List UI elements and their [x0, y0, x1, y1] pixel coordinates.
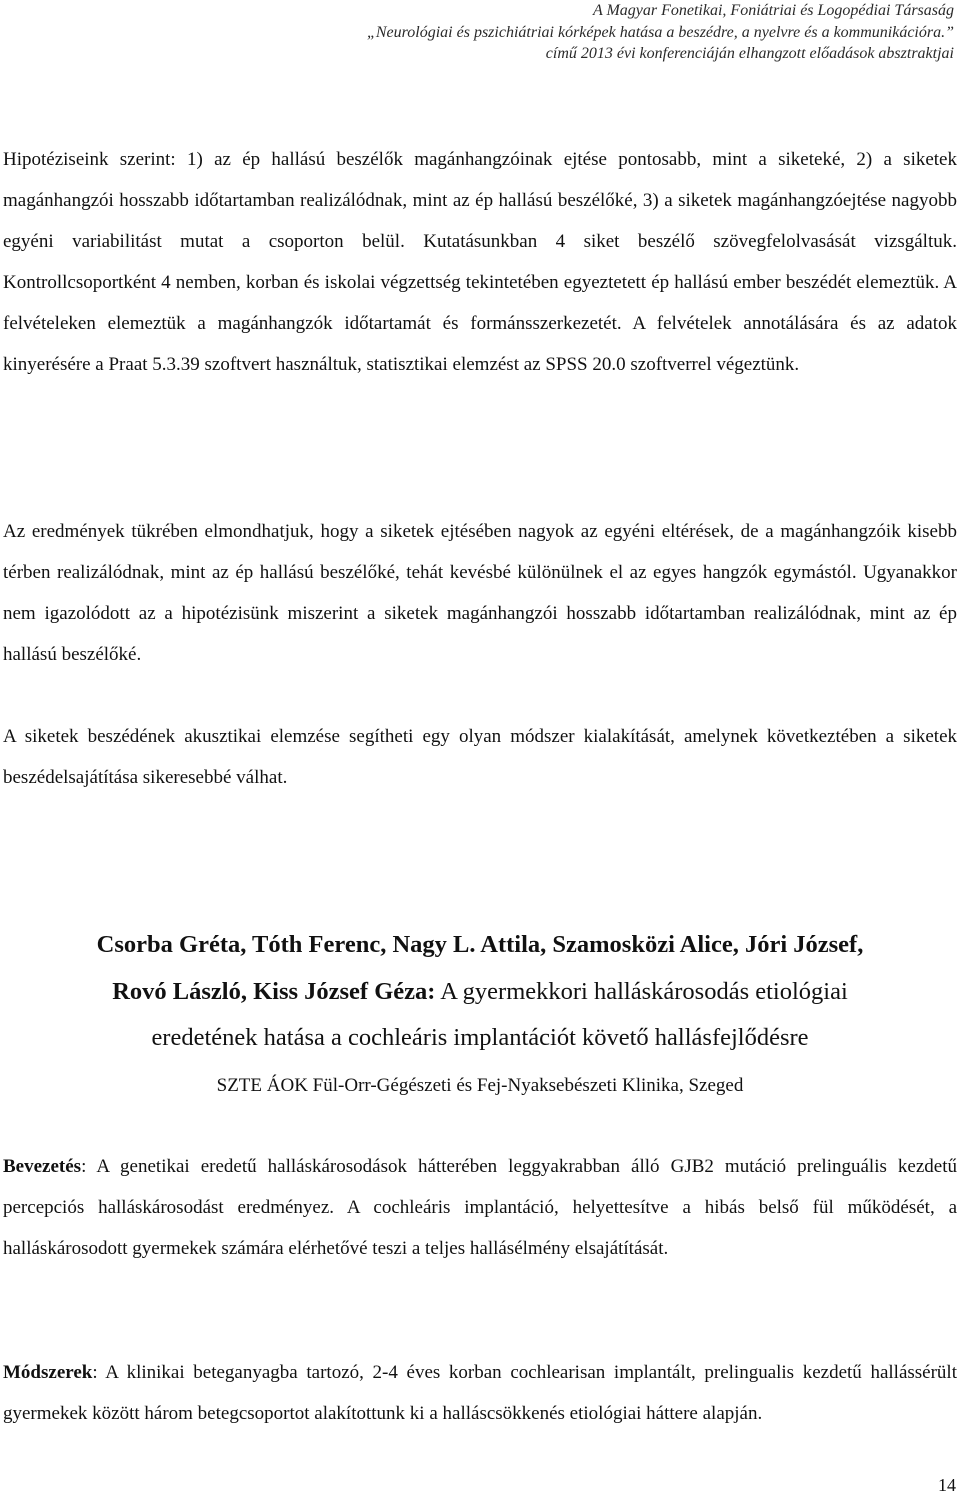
authors-line-1: Csorba Gréta, Tóth Ferenc, Nagy L. Attila, Szamosközi Alice, Jóri József,: [96, 931, 864, 958]
paragraph-results: Az eredmények tükrében elmondhatjuk, hogy a siketek ejtésében nagyok az egyéni eltérések, de a magánhangzóik kisebb térben realizálódnak, mint az ép hallású beszélőké, tehát kevésbé különülnek el az egyes hangzók egymástól. Ugyanakkor nem igazolódott az a hipotézisünk miszerint a siketek magánhangzói hosszabb időtartamban realizálódnak, mint az ép hallású beszélőké.: [3, 521, 957, 665]
authors-and-title-line: Rovó László, Kiss József Géza: A gyermekkori halláskárosodás etiológiai: [112, 977, 848, 1005]
running-header: [54, 0, 954, 65]
page-number: 14: [938, 1475, 956, 1495]
intro-text: : A genetikai eredetű halláskárosodások hátterében leggyakrabban álló GJB2 mutáció prelinguális kezdetű percepciós halláskárosodást eredményez. A cochleáris implantáció, helyettesítve a hibás belső fül működését, a halláskárosodott gyermekek számára elérhetővé teszi a teljes hallásélmény elsajátítását.: [3, 1156, 957, 1259]
methods-text: : A klinikai beteganyagba tartozó, 2-4 éves korban cochlearisan implantált, prelingualis kezdetű hallássérült gyermekek között három betegcsoportot alakítottunk ki a halláscsökkenés etiológiai háttere alapján.: [3, 1362, 957, 1424]
paragraph-hypotheses: Hipotéziseink szerint: 1) az ép hallású beszélők magánhangzóinak ejtése pontosabb, mint a siketeké, 2) a siketek magánhangzói hosszabb időtartamban realizálódnak, mint az ép hallású beszélőké, 3) a siketek magánhangzóejtése nagyobb egyéni variabilitást mutat a csoporton belül. Kutatásunkban 4 siket beszélő szövegfelolvasását vizsgáltuk. Kontrollcsoportként 4 nemben, korban és iskolai végzettség tekintetében egyeztetett ép hallású ember beszédét elemeztük. A felvételeken elemeztük a magánhangzók időtartamát és formánsszerkezetét. A felvételek annotálására és az adatok kinyerésére a Praat 5.3.39 szoftvert használtuk, statisztikai elemzést az SPSS 20.0 szoftverrel végeztünk.: [3, 149, 957, 375]
methods-label: Módszerek: [3, 1362, 93, 1383]
header-conference-title: „Neurológiai és pszichiátriai kórképek hatása a beszédre, a nyelvre és a kommunikációra.”: [366, 23, 954, 41]
section-introduction: [3, 1147, 957, 1270]
abstract-title: [0, 922, 960, 1062]
section-methods: [3, 1353, 957, 1435]
header-society: A Magyar Fonetikai, Foniátriai és Logopédiai Társaság: [592, 2, 954, 19]
intro-label: Bevezetés: [3, 1156, 82, 1177]
affiliation: SZTE ÁOK Fül-Orr-Gégészeti és Fej-Nyaksebészeti Klinika, Szeged: [216, 1075, 744, 1096]
header-abstracts-note: című 2013 évi konferenciáján elhangzott előadások absztraktjai: [545, 45, 954, 62]
paragraph-conclusion: A siketek beszédének akusztikai elemzése segítheti egy olyan módszer kialakítását, amelynek következtében a siketek beszédelsajátítása sikeresebbé válhat.: [3, 726, 957, 788]
title-line: eredetének hatása a cochleáris implantációt követő hallásfejlődésre: [151, 1024, 809, 1051]
